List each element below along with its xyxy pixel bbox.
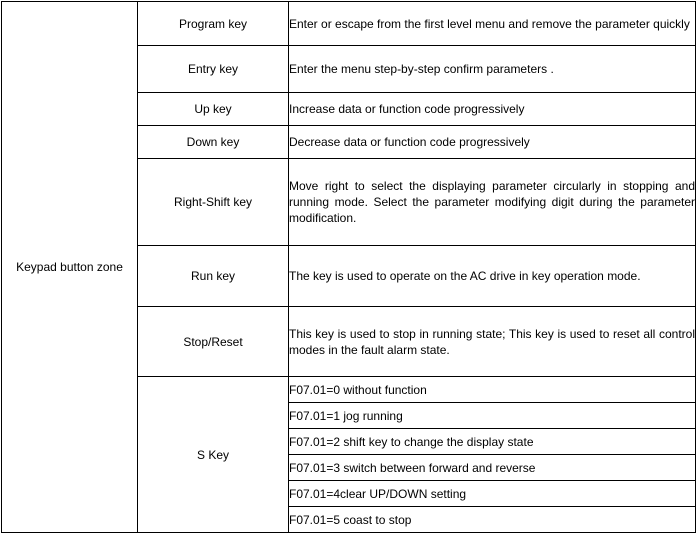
key-description-run: The key is used to operate on the AC drive in key operation mode. [289, 246, 696, 307]
key-name-down: Down key [138, 126, 289, 159]
key-description-up: Increase data or function code progressively [289, 93, 696, 126]
key-name-stop-reset: Stop/Reset [138, 307, 289, 377]
key-description-stop-reset: This key is used to stop in running state; This key is used to reset all control modes in the fault alarm state. [289, 307, 696, 377]
key-name-up: Up key [138, 93, 289, 126]
key-name-run: Run key [138, 246, 289, 307]
key-name-s: S Key [138, 377, 289, 533]
zone-label: Keypad button zone [16, 260, 123, 274]
key-description-right-shift: Move right to select the displaying parameter circularly in stopping and running mode. Select the parameter modifying digit during the parameter modification. [289, 159, 696, 246]
key-description-down: Decrease data or function code progressively [289, 126, 696, 159]
key-description-program: Enter or escape from the first level menu and remove the parameter quickly [289, 2, 696, 46]
keypad-button-table [1, 1, 696, 533]
s-key-option: F07.01=2 shift key to change the display state [289, 429, 696, 455]
s-key-option: F07.01=3 switch between forward and reverse [289, 455, 696, 481]
key-name-program: Program key [138, 2, 289, 46]
key-description-entry: Enter the menu step-by-step confirm parameters . [289, 46, 696, 93]
table-row [2, 2, 696, 46]
s-key-option: F07.01=0 without function [289, 377, 696, 403]
s-key-option: F07.01=5 coast to stop [289, 507, 696, 533]
s-key-option: F07.01=1 jog running [289, 403, 696, 429]
key-name-right-shift: Right-Shift key [138, 159, 289, 246]
key-name-entry: Entry key [138, 46, 289, 93]
s-key-option: F07.01=4clear UP/DOWN setting [289, 481, 696, 507]
zone-label-cell [2, 2, 138, 533]
